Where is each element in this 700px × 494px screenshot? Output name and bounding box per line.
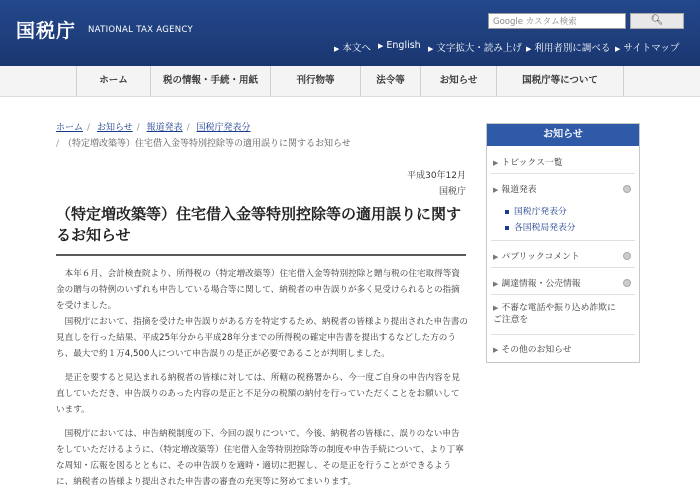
page-title: （特定増改築等）住宅借入金等特別控除等の適用誤りに関するお知らせ bbox=[56, 205, 462, 244]
article-date-block bbox=[360, 168, 466, 200]
sidebar-item-fraud-warning[interactable]: ▶ 不審な電話や振り込め詐欺にご注意を bbox=[493, 303, 616, 325]
title-divider bbox=[56, 254, 466, 256]
search-button[interactable] bbox=[630, 13, 684, 29]
arrow-right-icon: ▶ bbox=[526, 45, 532, 53]
sidebar-item-procurement[interactable]: ▶ 調達情報・公売情報 bbox=[493, 279, 581, 289]
site-logo-english: NATIONAL TAX AGENCY bbox=[88, 25, 194, 35]
toggle-circle-icon[interactable] bbox=[623, 185, 631, 193]
sidebar-item-topics[interactable]: ▶ トピックス一覧 bbox=[493, 158, 563, 168]
arrow-right-icon: ▶ bbox=[378, 42, 384, 50]
breadcrumb-notices[interactable]: お知らせ bbox=[96, 123, 133, 133]
breadcrumb-nta-press[interactable]: 国税庁発表分 bbox=[196, 123, 251, 133]
article-paragraph: 国税庁においては、申告納税制度の下、今回の誤りについて、今後、納税者の皆様に、誤りのない申告をしていただけるように、（特定増改築等）住宅借入金等特別控除等の制度や申告手続について、より丁寧な周知・広報を図るとともに、その申告誤りを適時・適切に把握し、その是正を行うことができるように、納税者の皆様より提出された申告書の審査の充実等に努めてまいります。 bbox=[56, 429, 464, 487]
util-link-skip-to-content[interactable]: ▶ 本文へ bbox=[334, 43, 371, 54]
toggle-circle-icon[interactable] bbox=[623, 279, 631, 287]
sidebar-heading: お知らせ bbox=[487, 124, 639, 146]
breadcrumb: ホーム / お知らせ / 報道発表 / 国税庁発表分 / （特定増改築等）住宅借入金等特別控除等の適用誤りに関するお知らせ bbox=[56, 123, 351, 149]
chevron-right-icon: ▶ bbox=[493, 346, 499, 354]
chevron-right-icon: ▶ bbox=[493, 280, 499, 288]
breadcrumb-press[interactable]: 報道発表 bbox=[146, 123, 183, 133]
breadcrumb-home[interactable]: ホーム bbox=[56, 123, 84, 133]
search-input[interactable]: Google カスタム検索 bbox=[488, 13, 626, 29]
nav-home[interactable]: ホーム bbox=[76, 66, 150, 96]
breadcrumb-current: （特定増改築等）住宅借入金等特別控除等の適用誤りに関するお知らせ bbox=[63, 139, 351, 149]
global-nav bbox=[0, 66, 700, 97]
article-paragraph: 本年６月、会計検査院より、所得税の（特定増改築等）住宅借入金等特別控除と贈与税の住宅取得等資金の贈与の特例のいずれも申告している場合等に関して、納税者の申告誤りが多く見受けられるとの指摘を受けました。 bbox=[56, 269, 460, 311]
toggle-circle-icon[interactable] bbox=[623, 252, 631, 260]
bullet-icon bbox=[505, 226, 509, 230]
site-header bbox=[0, 0, 700, 66]
sidebar-subitem-regional[interactable]: 各国税局発表分 bbox=[505, 220, 576, 233]
nav-publications[interactable]: 刊行物等 bbox=[270, 66, 360, 96]
sidebar-notices bbox=[486, 123, 640, 363]
article-issuer: 国税庁 bbox=[438, 187, 466, 197]
sidebar-item-public-comment[interactable]: ▶ パブリックコメント bbox=[493, 252, 580, 262]
chevron-right-icon: ▶ bbox=[493, 304, 499, 312]
article-date: 平成30年12月 bbox=[407, 171, 466, 181]
util-link-english[interactable]: ▶ English bbox=[378, 40, 421, 51]
chevron-right-icon: ▶ bbox=[493, 186, 499, 194]
nav-tax-info[interactable]: 税の情報・手続・用紙 bbox=[150, 66, 270, 96]
sidebar-item-press[interactable]: ▶ 報道発表 bbox=[493, 185, 537, 195]
site-logo[interactable]: 国税庁 bbox=[16, 20, 77, 42]
util-link-text-size[interactable]: ▶ 文字拡大・読み上げ bbox=[428, 43, 522, 54]
bullet-icon bbox=[505, 210, 509, 214]
article-paragraph: 国税庁において、指摘を受けた申告誤りがある方を特定するため、納税者の皆様より提出された申告書の見直しを行った結果、平成25年分から平成28年分までの所得税の確定申告書を提出するなどした方のうち、最大で約１万4,500人について申告誤りの是正が必要であることが判明しました。 bbox=[56, 317, 468, 359]
chevron-right-icon: ▶ bbox=[493, 253, 499, 261]
util-link-sitemap[interactable]: ▶ サイトマップ bbox=[615, 43, 680, 54]
arrow-right-icon: ▶ bbox=[334, 45, 340, 53]
nav-laws[interactable]: 法令等 bbox=[360, 66, 420, 96]
arrow-right-icon: ▶ bbox=[615, 45, 621, 53]
nav-about[interactable]: 国税庁等について bbox=[496, 66, 624, 96]
sidebar-item-other[interactable]: ▶ その他のお知らせ bbox=[493, 345, 572, 355]
util-link-by-user[interactable]: ▶ 利用者別に調べる bbox=[526, 43, 611, 54]
arrow-right-icon: ▶ bbox=[428, 45, 434, 53]
search-icon: 🔍︎ bbox=[650, 15, 664, 26]
chevron-right-icon: ▶ bbox=[493, 159, 499, 167]
nav-notices[interactable]: お知らせ bbox=[420, 66, 496, 96]
article-paragraph: 是正を要すると見込まれる納税者の皆様に対しては、所轄の税務署から、今一度ご自身の申告内容を見直していただき、申告誤りのあった内容の是正と不足分の税額の納付を行っていただくことをお願いしています。 bbox=[56, 373, 460, 415]
sidebar-subitem-nta[interactable]: 国税庁発表分 bbox=[505, 204, 567, 217]
